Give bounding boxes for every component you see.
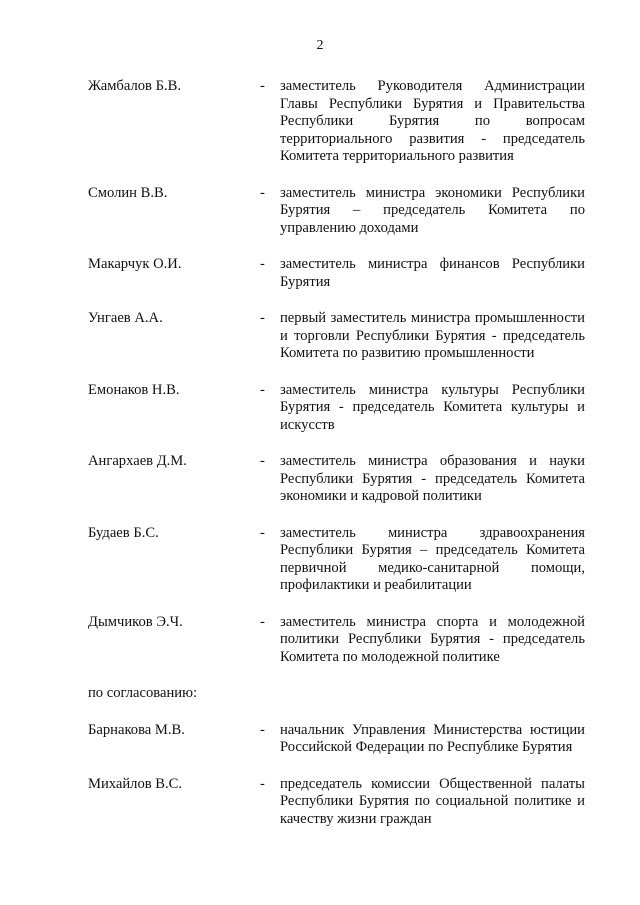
agreement-label: по согласованию: xyxy=(88,685,198,701)
member-position: заместитель министра спорта и молодежной политики Республики Бурятия - председатель Комитета по молодежной политике xyxy=(280,613,585,665)
member-position: заместитель министра здравоохранения Республики Бурятия – председатель Комитета первичной медико-санитарной помощи, профилактики и реабилитации xyxy=(280,524,585,593)
member-name: Унгаев А.А. xyxy=(88,310,163,326)
member-name: Емонаков Н.В. xyxy=(88,381,180,398)
member-dash: - xyxy=(260,256,265,272)
member-name: Смолин В.В. xyxy=(88,184,168,201)
member-list xyxy=(88,78,588,828)
member-dash: - xyxy=(260,775,265,792)
page-number: 2 xyxy=(316,38,324,53)
member-entry xyxy=(88,310,588,363)
member-entry xyxy=(88,256,588,291)
member-position: заместитель Руководителя Администрации Главы Республики Бурятия и Правительства Республики Бурятия по вопросам территориального развития - председатель Комитета территориального развития xyxy=(280,78,585,164)
member-dash: - xyxy=(260,721,265,738)
member-name: Будаев Б.С. xyxy=(88,524,159,541)
member-dash: - xyxy=(260,310,265,326)
member-entry xyxy=(88,382,588,435)
member-entry xyxy=(88,185,588,238)
member-dash: - xyxy=(260,184,265,201)
member-position: первый заместитель министра промышленности и торговли Республики Бурятия - председатель Комитета по развитию промышленности xyxy=(280,310,585,361)
member-position: заместитель министра экономики Республики Бурятия – председатель Комитета по управлению доходами xyxy=(280,184,585,236)
member-entry xyxy=(88,78,588,166)
member-name: Ангархаев Д.М. xyxy=(88,453,187,469)
member-name: Барнакова М.В. xyxy=(88,721,185,738)
member-position: заместитель министра культуры Республики Бурятия - председатель Комитета культуры и искусств xyxy=(280,381,585,433)
member-entry xyxy=(88,776,588,829)
member-position: председатель комиссии Общественной палаты Республики Бурятия по социальной политике и качеству жизни граждан xyxy=(280,775,585,827)
member-position: заместитель министра образования и науки Республики Бурятия - председатель Комитета экономики и кадровой политики xyxy=(280,453,585,504)
member-name: Михайлов В.С. xyxy=(88,775,183,792)
member-dash: - xyxy=(260,524,265,541)
member-position: заместитель министра финансов Республики Бурятия xyxy=(280,256,585,290)
member-entry xyxy=(88,722,588,757)
member-dash: - xyxy=(260,453,265,469)
member-entry xyxy=(88,525,588,595)
member-dash: - xyxy=(260,381,265,398)
member-name: Дымчиков Э.Ч. xyxy=(88,613,183,630)
member-position: начальник Управления Министерства юстиции Российской Федерации по Республике Бурятия xyxy=(280,721,585,755)
member-entry xyxy=(88,614,588,667)
member-entry xyxy=(88,453,588,506)
member-name: Жамбалов Б.В. xyxy=(88,78,181,94)
member-dash: - xyxy=(260,78,265,94)
member-name: Макарчук О.И. xyxy=(88,256,182,272)
member-dash: - xyxy=(260,613,265,630)
